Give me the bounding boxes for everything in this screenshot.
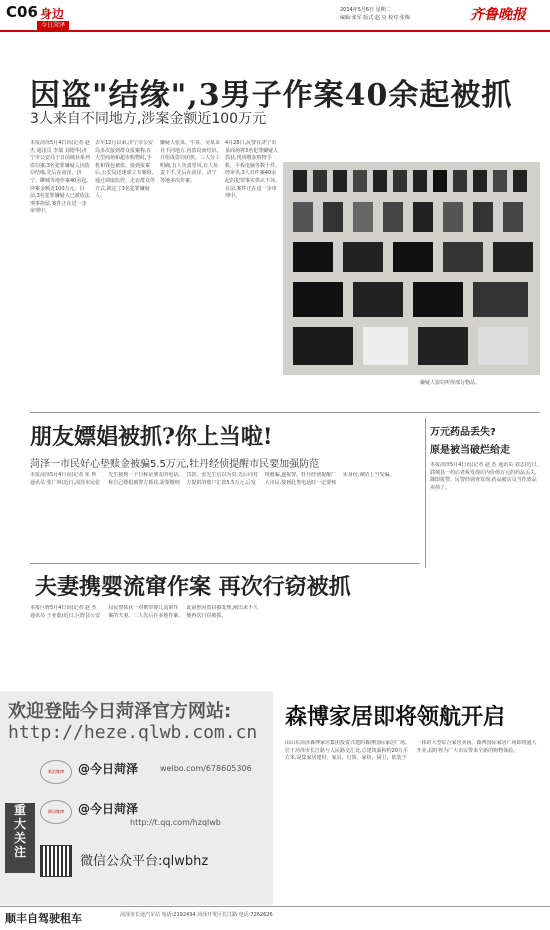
sina-handle[interactable]: @今日菏泽 [78, 762, 139, 776]
tencent-url[interactable]: http://t.qq.com/hzqlwb [130, 818, 221, 827]
divider [30, 412, 540, 413]
side-divider [425, 418, 426, 568]
article1-col3: 嫌疑人张某、牛某、吴某来自不同地方,因盗窃而结识,并组成盗窃团伙。三人分工明确,有人负责望风,有人负责下手,先后在菏泽、济宁等地多次作案。 [160, 140, 220, 184]
header-rule [0, 30, 550, 32]
article3-title: 夫妻携婴流窜作案 再次行窃被抓 [35, 574, 351, 600]
editor-credits: 编辑:张军 版式:赵 亮 校对:张梅 [340, 15, 410, 21]
article2-title: 朋友嫖娼被抓?你上当啦! [30, 424, 273, 450]
footer-info: 菏泽市长途汽车站 电话:2192434 菏泽开发区长江路 电话:7262626 [120, 912, 273, 918]
side-body: 本报菏泽5月4日讯(记者 赵 杰 通讯员 刘志)近日,郓城县一药店老板发现店内价值万元的药品丢失,随即报警。民警经调查发现,药品被店员当作废品卖掉了。 [430, 462, 539, 491]
qr-code-icon [40, 845, 72, 877]
article2-subtitle: 菏泽一市民好心垫赎金被骗5.5万元,牡丹经侦提醒市民要加强防范 [30, 459, 320, 470]
article1-title: 因盗"结缘",3男子作案40余起被抓 [30, 78, 513, 113]
focus-label [5, 803, 35, 873]
divider [30, 563, 420, 564]
ad-body: 由山东菏泽森博家居集团投资兴建的森博国际家居广场,位于菏泽市长江路与人民路交汇处,总建筑面积约20万平方米,是集家居建材、家具、灯饰、家纺、厨卫、软装于一体的大型综合家居卖场。森博国际家居广场即将盛大开业,届时将为广大市民带来全新的购物体验。 [285, 740, 537, 762]
article1-col2: 去年12月以来,济宁市公安局多次接到群众报案称,在大型商场和超市购物时,手机和钱包被盗。接到报案后,公安局迅速成立专案组,通过调取监控、走访群众等方式,锁定了3名犯罪嫌疑人。 [95, 140, 155, 200]
tencent-handle[interactable]: @今日菏泽 [78, 802, 139, 816]
promo-title: 欢迎登陆今日菏泽官方网站: [8, 701, 232, 722]
article1-col1: 本报菏泽5月4日讯(记者 赵 杰 通讯员 李瑞 刘德华)济宁市公安局于日前破获系列盗窃案,3名犯罪嫌疑人因盗窃结缘,先后在菏泽、济宁、聊城等地作案40余起,涉案金额近100万元。目前,3名犯罪嫌疑人已被依法刑事拘留,案件正在进一步审理中。 [30, 140, 90, 215]
sina-url[interactable]: weibo.com/678605306 [160, 764, 252, 773]
footer-rule [0, 906, 550, 907]
stolen-items-illustration [283, 162, 540, 375]
newspaper-logo: 齐鲁晚报 [470, 7, 526, 23]
article2-body: 本报菏泽5月4日讯(记者 崔 辉 通讯员 张广林)近日,菏泽市民张先生接到一个自称是朋友的电话,称自己嫖娼被警方抓获,需要缴纳罚款。张先生信以为真,先后向对方提供的账户汇款5.5万元,后发现被骗,遂报警。牡丹经侦提醒广大市民,接到此类电话时一定要核实身份,谨防上当受骗。 [30, 472, 395, 486]
section-title: 身边 [40, 7, 65, 21]
website-link[interactable]: http://heze.qlwb.com.cn [8, 722, 258, 743]
photo-caption: 嫌疑人盗窃所得部分物品。 [420, 380, 481, 386]
ad-title: 森博家居即将领航开启 [285, 704, 506, 730]
article3-body: 本报巨野5月4日讯(记者 赵 杰 通讯员 王亚茹)近日,巨野县公安局民警抓获一对携带婴儿流窜作案的夫妻。二人先后在多地作案,此前曾因盗窃被处理,刚出来不久便再次行窃被抓。 [30, 605, 258, 619]
sina-weibo-icon: 新浪微博 [40, 760, 72, 784]
focus-label-text: 重大关注 [13, 803, 26, 859]
footer-title: 顺丰自驾驶租车 [5, 912, 82, 925]
side-subtitle: 原是被当破烂给走 [430, 445, 510, 456]
wechat-account: 微信公众平台:qlwbhz [80, 854, 209, 869]
stolen-items-photo [283, 162, 540, 375]
tencent-weibo-icon: 腾讯微博 [40, 800, 72, 824]
issue-date: 2014年5月6日 星期二 [340, 7, 391, 13]
section-subtitle: 今日菏泽 [37, 21, 69, 30]
article1-col4: 4月28日,民警在济宁市某商场将3名犯罪嫌疑人抓获,现场缴获赃物手机、平板电脑等数十件。经审讯,3人对作案40余起的犯罪事实供认不讳。目前,案件正在进一步审理中。 [225, 140, 280, 200]
side-title: 万元药品丢失? [430, 427, 496, 438]
article1-subtitle: 3人来自不同地方,涉案金额近100万元 [30, 111, 267, 127]
page-code: C06 [6, 3, 38, 21]
